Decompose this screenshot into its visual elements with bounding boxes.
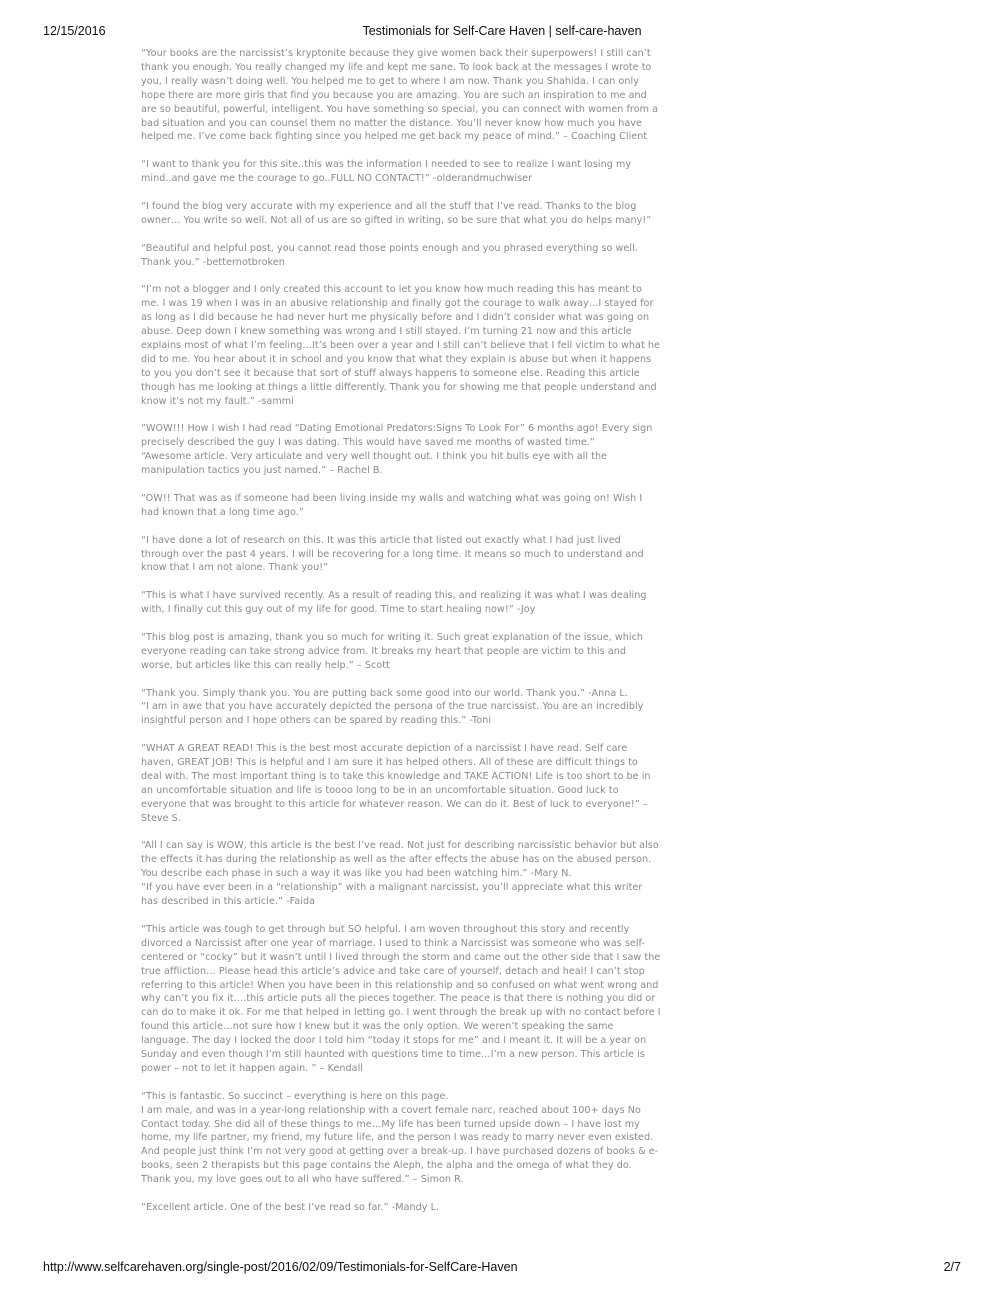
page-title: Testimonials for Self-Care Haven | self-care-haven (362, 24, 642, 38)
testimonial: “This is fantastic. So succinct – everything is here on this page. I am male, and was in a year-long relationship with a covert female narc, reached about 100+ days No Contact today. She did all of these things to me…My life has been turned upside down – I have lost my home, my life partner, my friend, my future life, and the person I was ready to marry never even existed. And people just think I’m not very good at getting over a break-up. I have purchased dozens of books & e-books, seen 2 therapists but this page contains the Aleph, the alpha and the omega of what they do. Thank you, my love goes out to all who have suffered.” – Simon R. (141, 1090, 659, 1186)
print-header (0, 24, 1004, 40)
testimonial: “WHAT A GREAT READ! This is the best most accurate depiction of a narcissist I have read. Self care haven, GREAT JOB! This is helpful and I am sure it has helped others. All of these are difficult things to deal with. The most important thing is to take this knowledge and TAKE ACTION! Life is too short to be in an uncomfortable situation and life is toooo long to be in an uncomfortable situation. Good luck to everyone that was brought to this article for whatever reason. We can do it. Best of luck to everyone!” – Steve S. (141, 743, 651, 824)
testimonials-list (141, 47, 661, 1215)
testimonial: “Your books are the narcissist’s kryptonite because they give women back their superpowers! I still can’t thank you enough. You really changed my life and kept me sane. To look back at the messages I wrote to you, I really wasn’t doing well. You helped me to get to where I am now. Thank you Shahida. I can only hope there are more girls that find you because you are amazing. You are such an inspiration to me and are so beautiful, powerful, intelligent. You have something so special, you can connect with women from a bad situation and you can counsel them no matter the distance. You’ll never know how much you have helped me. I’ve come back fighting since you helped me get back my peace of mind.” – Coaching Client (141, 48, 659, 143)
page-number: 2/7 (943, 1260, 961, 1274)
testimonial: “WOW!!! How I wish I had read “Dating Emotional Predators:Signs To Look For” 6 months ago! Every sign precisely described the guy I was dating. This would have saved me months of wasted time.” “Awesome article. Very articulate and very well thought out. I think you hit bulls eye with all the manipulation tactics you just named.” – Rachel B. (141, 423, 653, 477)
testimonial: “I found the blog very accurate with my experience and all the stuff that I’ve read. Thanks to the blog owner… You write so well. Not all of us are so gifted in writing, so be sure that what you do helps many!” (141, 200, 652, 226)
testimonial: “This article was tough to get through but SO helpful. I am woven throughout this story and recently divorced a Narcissist after one year of marriage. I used to think a Narcissist was someone who was self-centered or “cocky” but it wasn’t until I lived through the storm and came out the other side that I saw the true affliction… Please head this article’s advice and take care of yourself, detach and heal! I can’t stop referring to this article! When you have been in this relationship and so confused on what went wrong and why can’t you fix it….this article puts all the pieces together. The peace is that there is nothing you did or can do to make it ok. For me that helped in letting go. I went through the break up with no contact before I found this article…not sure how I knew but it was the only option. We weren’t speaking the same language. The day I locked the door I told him “today it stops for me” and I meant it. It will be a year on Sunday and even though I’m still haunted with questions time to time…I’m a new person. This article is power – not to let it happen again. ” – Kendall (141, 923, 661, 1074)
testimonial: “This is what I have survived recently. As a result of reading this, and realizing it was what I was dealing with, I finally cut this guy out of my life for good. Time to start healing now!” -Joy (141, 590, 647, 616)
testimonial: “Thank you. Simply thank you. You are putting back some good into our world. Thank you.” -Anna L. “I am in awe that you have accurately depicted the persona of the true narcissist. You are an incredibly insightful person and I hope others can be spared by reading this.” -Toni (141, 687, 644, 727)
testimonial: “I want to thank you for this site..this was the information I needed to see to realize I want losing my mind..and gave me the courage to go..FULL NO CONTACT!” -olderandmuchwiser (141, 159, 632, 185)
testimonial: “I’m not a blogger and I only created this account to let you know how much reading this has meant to me. I was 19 when I was in an abusive relationship and finally got the courage to walk away…I stayed for as long as I did because he had never hurt me physically before and I didn’t consider what was going on abuse. Deep down I knew something was wrong and I still stayed. I’m turning 21 now and this article explains most of what I’m feeling…It’s been over a year and I still can’t believe that I fell victim to what he did to me. You hear about it in school and you know that what they explain is abuse but when it happens to you you don’t see it because that sort of stuff always happens to someone else. Reading this article though has me looking at things a little differently. Thank you for showing me that people understand and know it’s not my fault.” -sammi (141, 284, 660, 407)
page-url: http://www.selfcarehaven.org/single-post/2016/02/09/Testimonials-for-SelfCare-Haven (43, 1260, 518, 1274)
testimonial: “This blog post is amazing, thank you so much for writing it. Such great explanation of the issue, which everyone reading can take strong advice from. It breaks my heart that people are victim to this and worse, but articles like this can really help.” – Scott (141, 631, 644, 671)
testimonial: “I have done a lot of research on this. It was this article that listed out exactly what I had just lived through over the past 4 years. I will be recovering for a long time. It means so much to understand and know that I am not alone. Thank you!” (141, 534, 644, 574)
testimonial: “Beautiful and helpful post, you cannot read those points enough and you phrased everything so well. Thank you.” -betternotbroken (141, 242, 638, 268)
print-date: 12/15/2016 (43, 24, 106, 38)
testimonial: “Excellent article. One of the best I’ve read so far.” -Mandy L. (141, 1201, 440, 1213)
print-footer (0, 1260, 1004, 1276)
testimonial: “OW!! That was as if someone had been living inside my walls and watching what was going on! Wish I had known that a long time ago.” (141, 492, 643, 518)
testimonial: “All I can say is WOW, this article is the best I’ve read. Not just for describing narcissistic behavior but also the effects it has during the relationship as well as the after effects the abuse has on the abused person. You describe each phase in such a way it was like you had been watching him.” -Mary N. “If you have ever been in a “relationship” with a malignant narcissist, you’ll appreciate what this writer has described in this article.” -Faida (141, 840, 659, 908)
